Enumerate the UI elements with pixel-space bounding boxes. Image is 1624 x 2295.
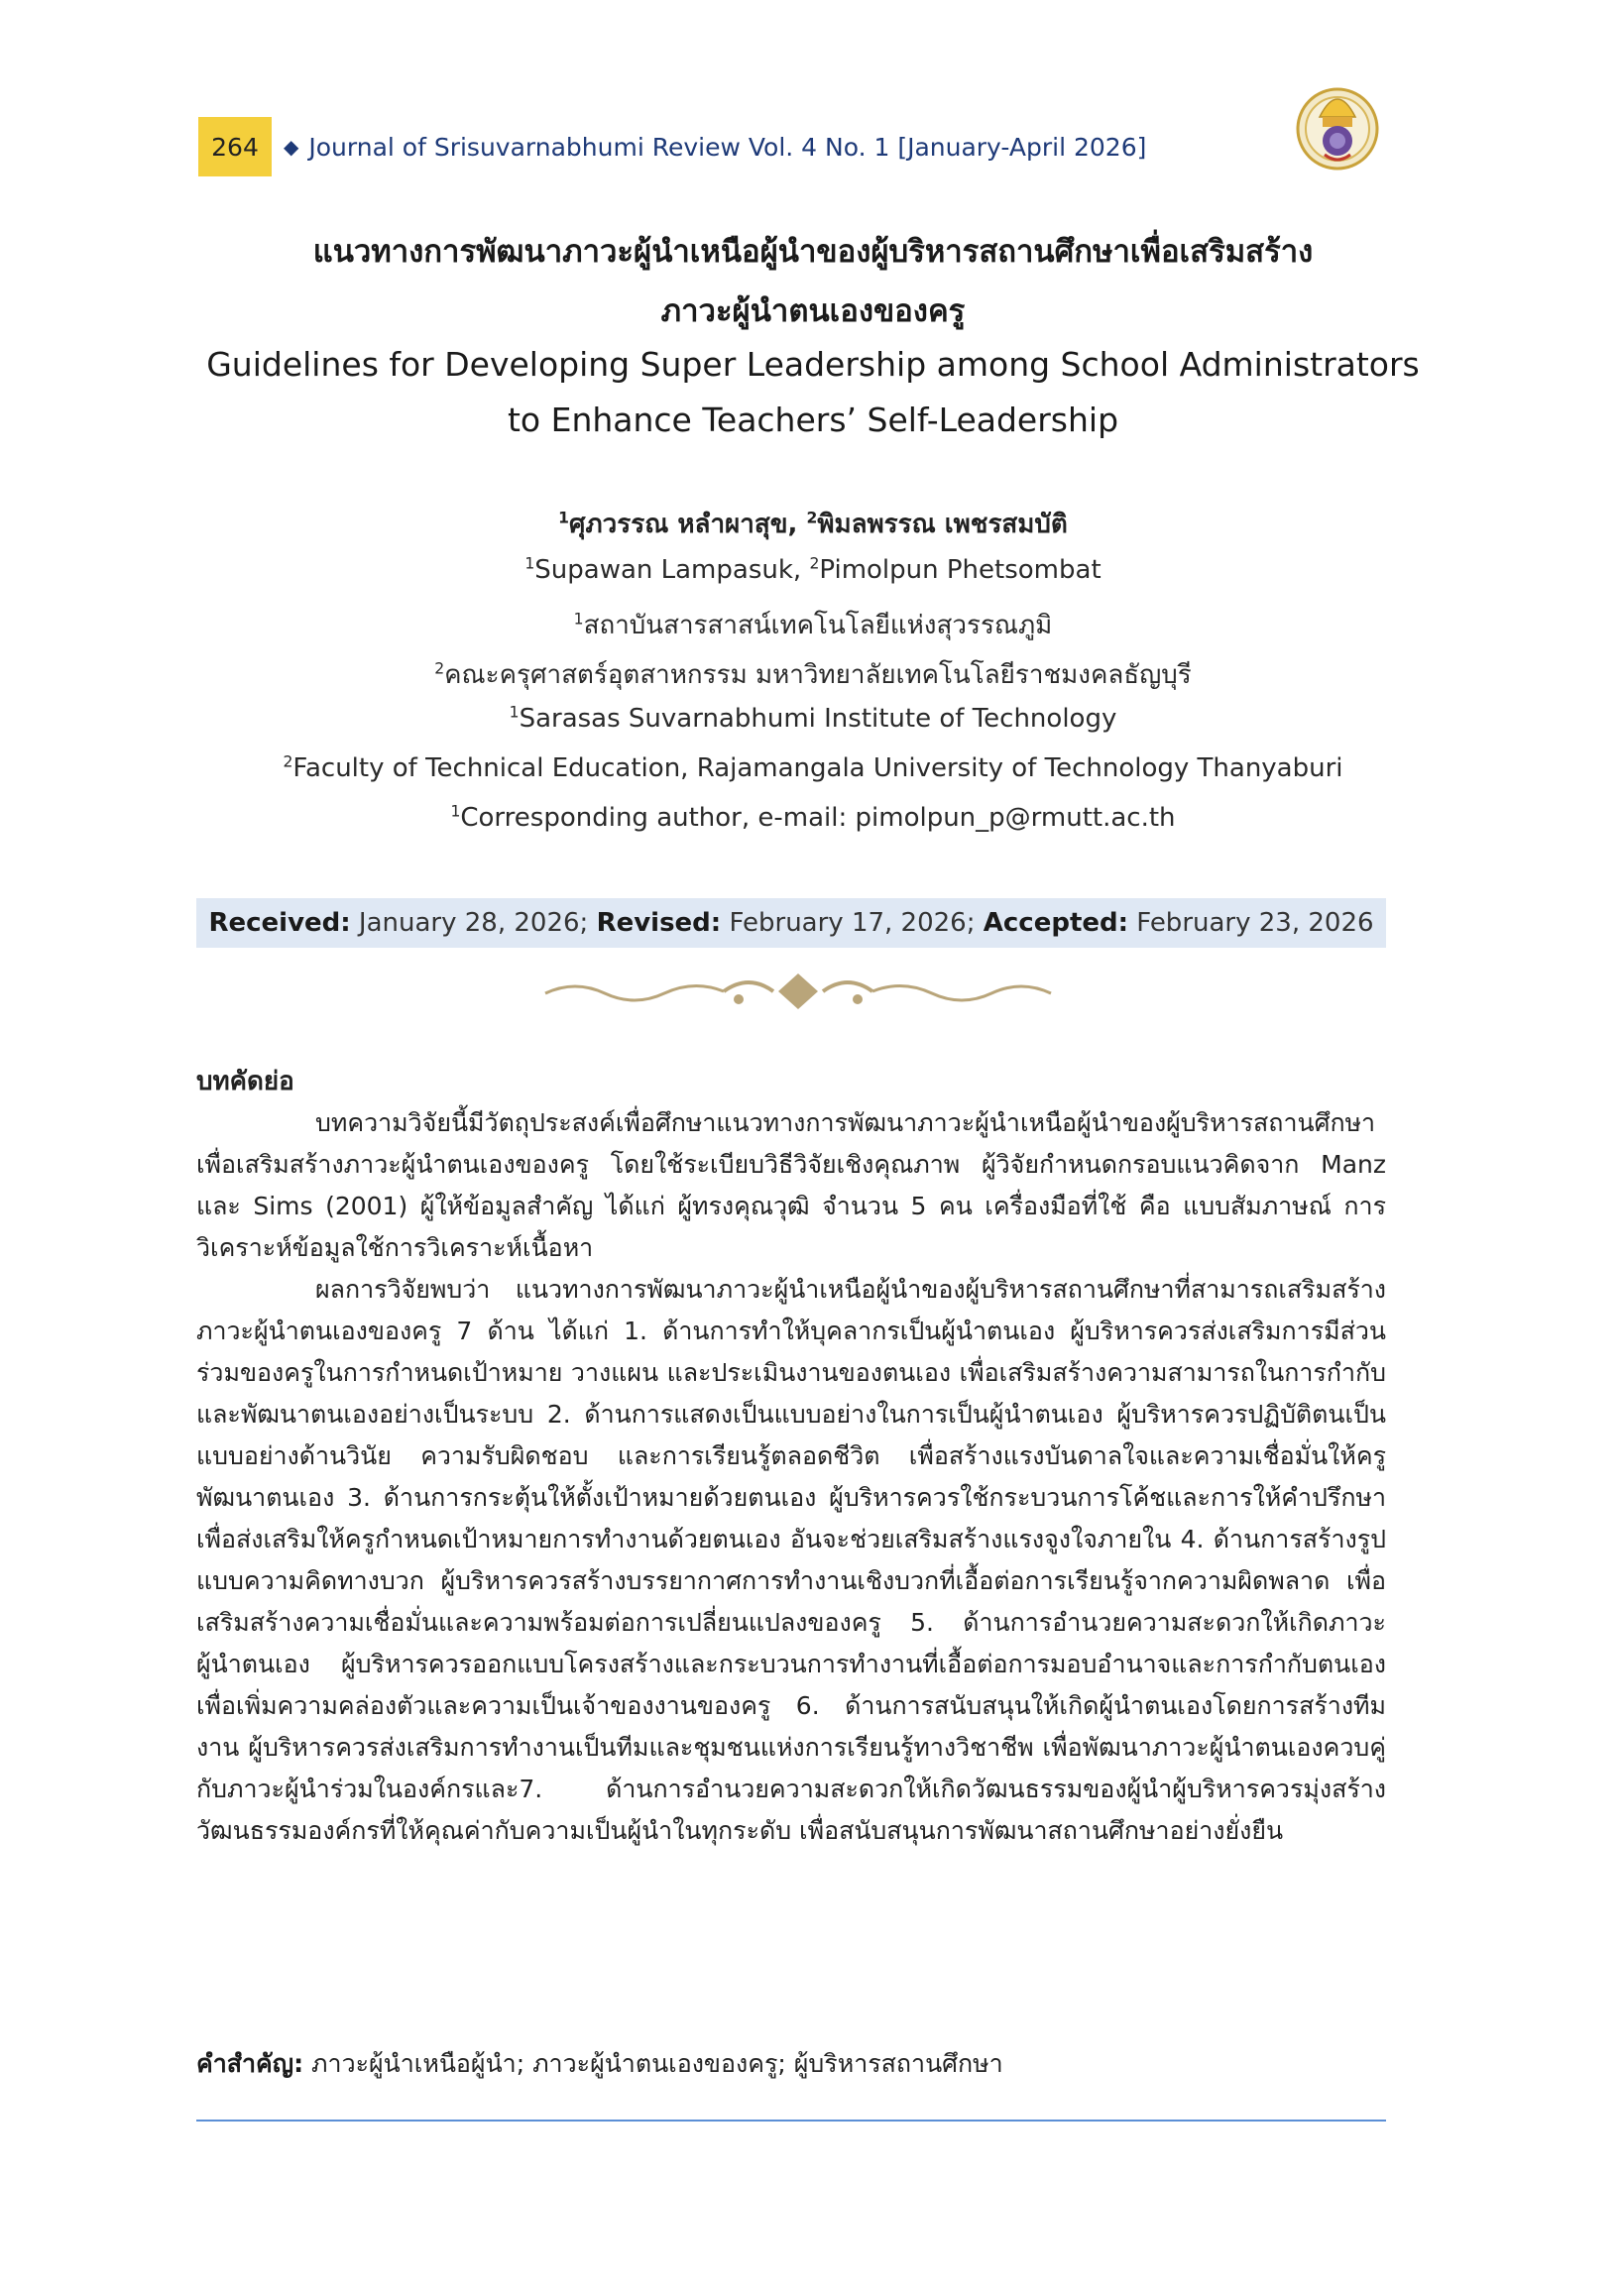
affiliation-2 (119, 654, 1507, 695)
title-english-line2: to Enhance Teachers’ Self-Leadership (507, 401, 1119, 439)
affiliation-sup: 2 (434, 659, 445, 678)
divider-line (196, 2120, 1386, 2122)
title-thai-line1: แนวทางการพัฒนาภาวะผู้นำเหนือผู้นำของผู้บริหารสถานศึกษาเพื่อเสริมสร้าง (312, 234, 1314, 270)
corresponding-author (119, 803, 1507, 833)
affiliation-sup: 1 (573, 610, 584, 629)
authors-english (119, 555, 1507, 585)
author1-sup: 1 (558, 509, 570, 527)
author1-english: Supawan Lampasuk, (534, 555, 802, 585)
affiliation-1 (119, 605, 1507, 645)
corresponding-author-text: Corresponding author, e-mail: pimolpun_p@rmutt.ac.th (460, 803, 1176, 833)
abstract-heading: บทคัดย่อ (196, 1067, 294, 1096)
affiliation-sup: 1 (509, 703, 520, 722)
keywords (196, 2044, 1386, 2084)
abstract-paragraph-1: บทความวิจัยนี้มีวัตถุประสงค์เพื่อศึกษาแนวทางการพัฒนาภาวะผู้นำเหนือผู้นำของผู้บริหารสถานศึกษาเพื่อเสริมสร้างภาวะผู้นำตนเองของครู โดยใช้ระเบียบวิธีวิจัยเชิงคุณภาพ ผู้วิจัยกำหนดกรอบแนวคิดจาก Manz และ Sims (2001) ผู้ให้ข้อมูลสำคัญ ได้แก่ ผู้ทรงคุณวุฒิ จำนวน 5 คน เครื่องมือที่ใช้ คือ แบบสัมภาษณ์ การวิเคราะห์ข้อมูลใช้การวิเคราะห์เนื้อหา (196, 1108, 1386, 1262)
author1-en-sup: 1 (524, 554, 535, 573)
author2-english: Pimolpun Phetsombat (819, 555, 1102, 585)
journal-title: Journal of Srisuvarnabhumi Review Vol. 4 No. 1 [January-April 2026] (308, 132, 1147, 162)
keywords-label: คำสำคัญ: (196, 2049, 304, 2078)
accepted-date: February 23, 2026 (1136, 908, 1374, 938)
author2-thai: พิมลพรรณ เพชรสมบัติ (817, 510, 1068, 539)
affiliation-3 (119, 704, 1507, 734)
author1-thai: ศุภวรรณ หลำผาสุข, (569, 510, 798, 539)
journal-logo (1295, 77, 1380, 172)
received-date: January 28, 2026; (358, 908, 589, 938)
revised-date: February 17, 2026; (729, 908, 976, 938)
affiliation-text: คณะครุศาสตร์อุตสาหกรรม มหาวิทยาลัยเทคโนโลยีราชมงคลธัญบุรี (444, 660, 1192, 690)
author2-en-sup: 2 (809, 554, 820, 573)
diamond-icon: ◆ (284, 135, 299, 159)
running-header (198, 117, 1146, 176)
title-english-line1: Guidelines for Developing Super Leadership among School Administrators (206, 345, 1420, 384)
affiliation-text: Faculty of Technical Education, Rajamangala University of Technology Thanyaburi (292, 753, 1343, 783)
accepted-label: Accepted: (983, 908, 1129, 938)
abstract-paragraph-2: ผลการวิจัยพบว่า แนวทางการพัฒนาภาวะผู้นำเหนือผู้นำของผู้บริหารสถานศึกษาที่สามารถเสริมสร้างภาวะผู้นำตนเองของครู 7 ด้าน ได้แก่ 1. ด้านการทำให้บุคลากรเป็นผู้นำตนเอง ผู้บริหารควรส่งเสริมการมีส่วนร่วมของครูในการกำหนดเป้าหมาย วางแผน และประเมินงานของตนเอง เพื่อเสริมสร้างความสามารถในการกำกับและพัฒนาตนเองอย่างเป็นระบบ 2. ด้านการแสดงเป็นแบบอย่างในการเป็นผู้นำตนเอง ผู้บริหารควรปฏิบัติตนเป็นแบบอย่างด้านวินัย ความรับผิดชอบ และการเรียนรู้ตลอดชีวิต เพื่อสร้างแรงบันดาลใจและความเชื่อมั่นให้ครูพัฒนาตนเอง 3. ด้านการกระตุ้นให้ตั้งเป้าหมายด้วยตนเอง ผู้บริหารควรใช้กระบวนการโค้ชและการให้คำปรึกษาเพื่อส่งเสริมให้ครูกำหนดเป้าหมายการทำงานด้วยตนเอง อันจะช่วยเสริมสร้างแรงจูงใจภายใน 4. ด้านการสร้างรูปแบบความคิดทางบวก ผู้บริหารควรสร้างบรรยากาศการทำงานเชิงบวกที่เอื้อต่อการเรียนรู้จากความผิดพลาด เพื่อเสริมสร้างความเชื่อมั่นและความพร้อมต่อการเปลี่ยนแปลงของครู 5. ด้านการอำนวยความสะดวกให้เกิดภาวะผู้นำตนเอง ผู้บริหารควรออกแบบโครงสร้างและกระบวนการทำงานที่เอื้อต่อการมอบอำนาจและการกำกับตนเอง เพื่อเพิ่มความคล่องตัวและความเป็นเจ้าของงานของครู 6. ด้านการสนับสนุนให้เกิดผู้นำตนเองโดยการสร้างทีมงาน ผู้บริหารควรส่งเสริมการทำงานเป็นทีมและชุมชนแห่งการเรียนรู้ทางวิชาชีพ เพื่อพัฒนาภาวะผู้นำตนเองควบคู่กับภาวะผู้นำร่วมในองค์กรและ7. ด้านการอำนวยความสะดวกให้เกิดวัฒนธรรมของผู้นำผู้บริหารควรมุ่งสร้างวัฒนธรรมองค์กรที่ให้คุณค่ากับความเป็นผู้นำในทุกระดับ เพื่อสนับสนุนการพัฒนาสถานศึกษาอย่างยั่งยืน (196, 1275, 1386, 1845)
page-number: 264 (198, 117, 272, 176)
affiliation-sup: 1 (450, 802, 461, 821)
decorative-divider-icon (535, 970, 1061, 1013)
received-label: Received: (208, 908, 351, 938)
affiliation-text: สถาบันสารสาสน์เทคโนโลยีแห่งสุวรรณภูมิ (583, 611, 1053, 640)
affiliation-sup: 2 (283, 752, 293, 771)
author2-sup: 2 (806, 509, 818, 527)
authors-thai (119, 504, 1507, 544)
revised-label: Revised: (596, 908, 722, 938)
affiliation-text: Sarasas Suvarnabhumi Institute of Technology (519, 704, 1117, 734)
submission-dates (196, 898, 1386, 948)
title-thai-line2: ภาวะผู้นำตนเองของครู (660, 293, 966, 329)
affiliation-4 (119, 753, 1507, 783)
keywords-text: ภาวะผู้นำเหนือผู้นำ; ภาวะผู้นำตนเองของครู; ผู้บริหารสถานศึกษา (311, 2049, 1003, 2078)
